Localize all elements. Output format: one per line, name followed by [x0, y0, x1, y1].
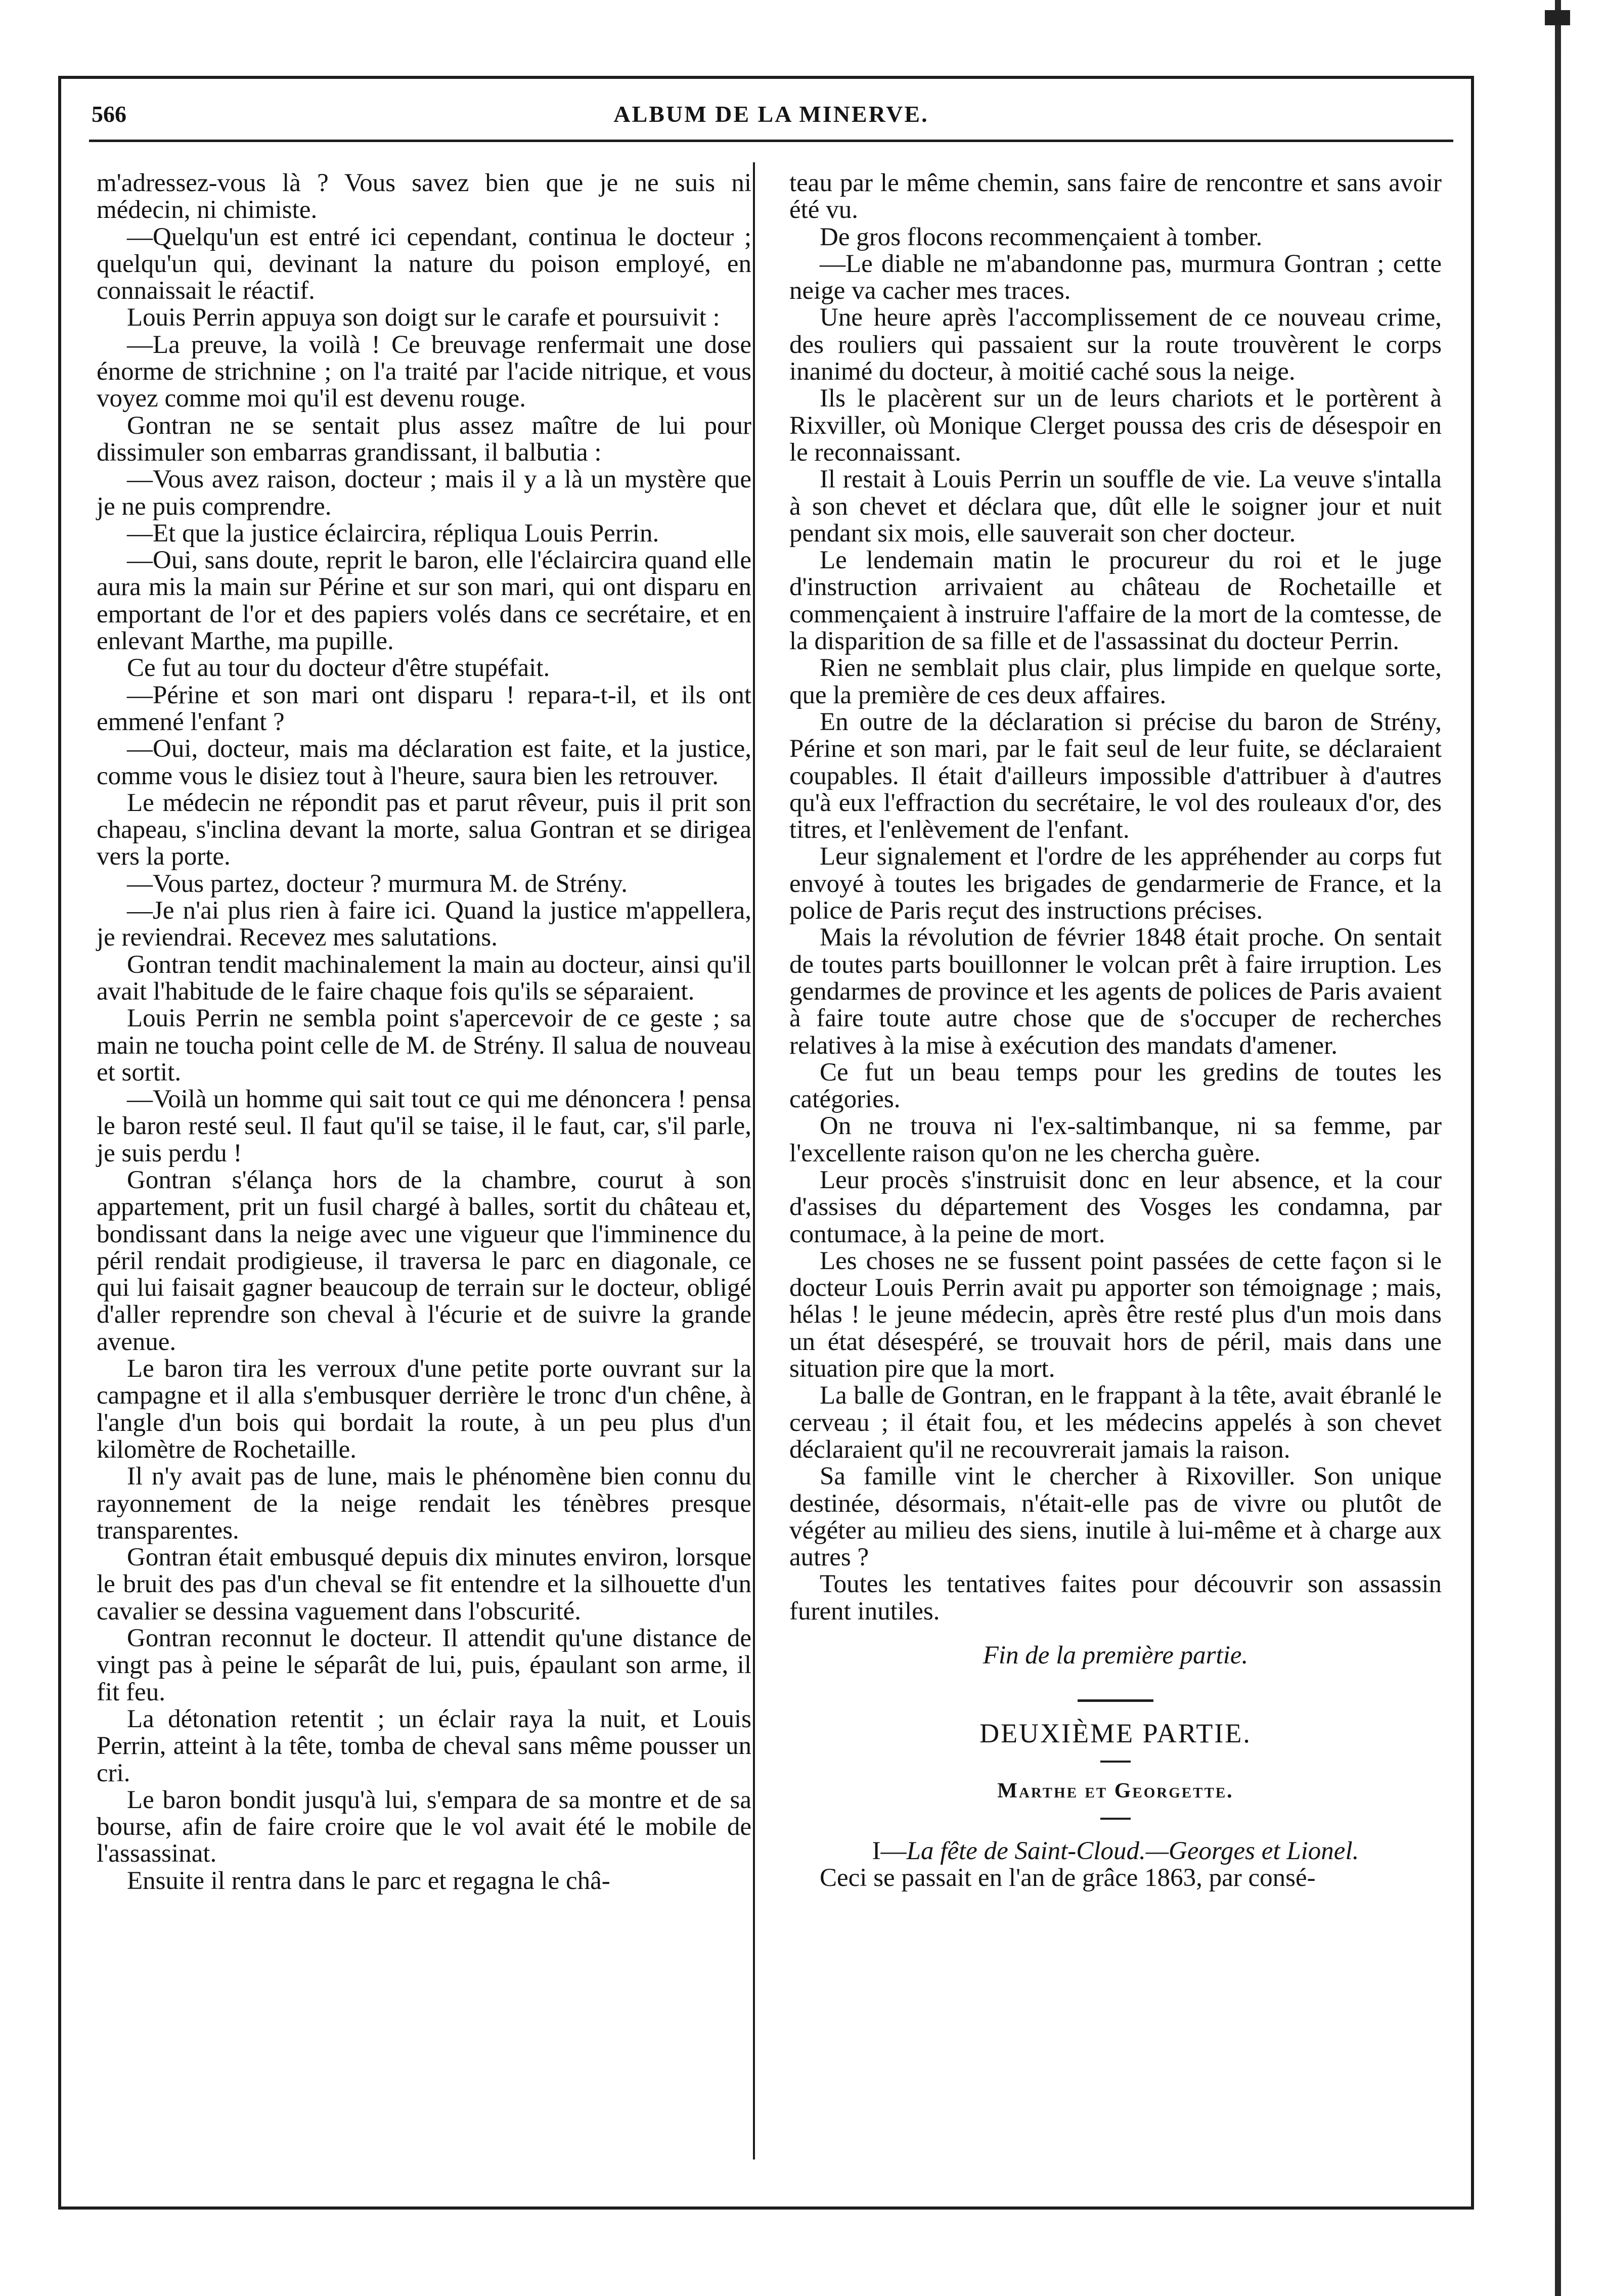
paragraph: —Périne et son mari ont disparu ! repara-t-il, et ils ont emmené l'enfant ? — [97, 681, 751, 736]
paragraph: —Quelqu'un est entré ici cependant, continua le docteur ; quelqu'un qui, devinant la nature du poison employé, en connaissait le réactif. — [97, 222, 751, 305]
paragraph: Gontran reconnut le docteur. Il attendit qu'une distance de vingt pas à peine le séparât de lui, puis, épaulant son arme, il fit feu. — [97, 1624, 751, 1706]
paragraph: Il restait à Louis Perrin un souffle de vie. La veuve s'intalla à son chevet et déclara que, dût elle le soigner jour et nuit pendant six mois, elle sauverait son cher docteur. — [789, 465, 1442, 548]
paragraph: —Je n'ai plus rien à faire ici. Quand la justice m'appellera, je reviendrai. Recevez mes salutations. — [97, 896, 751, 952]
paragraph: Le baron bondit jusqu'à lui, s'empara de sa montre et de sa bourse, afin de faire croire que le vol avait été le mobile de l'assassinat. — [97, 1785, 751, 1868]
paragraph: Mais la révolution de février 1848 était proche. On sentait de toutes parts bouillonner le volcan prêt à faire irruption. Les gendarmes de province et les agents de polices de Paris avaient à faire toute autre chose que de s'occuper de recherches relatives à la mise à exécution des mandats d'amener. — [789, 923, 1442, 1060]
paragraph: Sa famille vint le chercher à Rixoviller. Son unique destinée, désormais, n'était-elle pas de vivre ou plutôt de végéter au milieu des siens, inutile à lui-même et à charge aux autres ? — [789, 1462, 1442, 1572]
left-column — [97, 170, 751, 1895]
paragraph: En outre de la déclaration si précise du baron de Strény, Périne et son mari, par le fait seul de leur fuite, se déclaraient coupables. Il était d'ailleurs impossible d'attribuer à d'autres qu'à eux l'effraction du secrétaire, le vol des rouleaux d'or, des titres, et l'enlèvement de l'enfant. — [789, 707, 1442, 844]
paragraph: On ne trouva ni l'ex-saltimbanque, ni sa femme, par l'excellente raison qu'on ne les chercha guère. — [789, 1112, 1442, 1167]
paragraph: —Voilà un homme qui sait tout ce qui me dénoncera ! pensa le baron resté seul. Il faut qu'il se taise, il le faut, car, s'il parle, je suis perdu ! — [97, 1085, 751, 1167]
paragraph: Ils le placèrent sur un de leurs chariots et le portèrent à Rixviller, où Monique Clerget poussa des cris de désespoir en le reconnaissant. — [789, 384, 1442, 467]
binding-edge-tick — [1545, 10, 1570, 25]
header-rule — [89, 140, 1453, 142]
end-of-part-note: Fin de la première partie. — [983, 1641, 1248, 1670]
paragraph: Gontran était embusqué depuis dix minutes environ, lorsque le bruit des pas d'un cheval se fit entendre et la silhouette d'un cavalier se dessina vaguement dans l'obscurité. — [97, 1543, 751, 1626]
paragraph: La balle de Gontran, en le frappant à la tête, avait ébranlé le cerveau ; il était fou, et les médecins appelés à son chevet déclaraient qu'il ne recouvrerait jamais la raison. — [789, 1381, 1442, 1464]
section-number: I— — [872, 1836, 907, 1865]
paragraph: —Le diable ne m'abandonne pas, murmura Gontran ; cette neige va cacher mes traces. — [789, 249, 1442, 305]
part-title: DEUXIÈME PARTIE. — [979, 1718, 1252, 1749]
paragraph: —Vous avez raison, docteur ; mais il y a là un mystère que je ne puis comprendre. — [97, 465, 751, 521]
page-frame — [58, 76, 1474, 2210]
paragraph: Leur signalement et l'ordre de les appréhender au corps fut envoyé à toutes les brigades de gendarmerie de France, et la police de Paris reçut des instructions précises. — [789, 842, 1442, 925]
paragraph: Les choses ne se fussent point passées de cette façon si le docteur Louis Perrin avait pu apporter son témoignage ; mais, hélas ! le jeune médecin, après être resté plus d'un mois dans un état désespéré, se trouvait hors de péril, mais dans une situation pire que la mort. — [789, 1246, 1442, 1383]
section-rule — [1078, 1699, 1153, 1702]
paragraph: —La preuve, la voilà ! Ce breuvage renfermait une dose énorme de strichnine ; on l'a traité par l'acide nitrique, et vous voyez comme moi qu'il est devenu rouge. — [97, 330, 751, 413]
paragraph: —Oui, sans doute, reprit le baron, elle l'éclaircira quand elle aura mis la main sur Périne et sur son mari, qui ont disparu en emportant de l'or et des papiers volés dans ce secrétaire, et en enlevant Marthe, ma pupille. — [97, 546, 751, 656]
title-rule — [1100, 1761, 1131, 1763]
paragraph: —Oui, docteur, mais ma déclaration est faite, et la justice, comme vous le disiez tout à l'heure, saura bien les retrouver. — [97, 735, 751, 790]
paragraph: Louis Perrin appuya son doigt sur le carafe et poursuivit : — [127, 303, 720, 332]
paragraph: teau par le même chemin, sans faire de rencontre et sans avoir été vu. — [789, 169, 1442, 224]
paragraph: La détonation retentit ; un éclair raya la nuit, et Louis Perrin, atteint à la tête, tomba de cheval sans même pousser un cri. — [97, 1704, 751, 1787]
paragraph: Ceci se passait en l'an de grâce 1863, par consé- — [820, 1864, 1316, 1893]
paragraph: Le médecin ne répondit pas et parut rêveur, puis il prit son chapeau, s'inclina devant la morte, salua Gontran et se dirigea vers la porte. — [97, 788, 751, 871]
paragraph: De gros flocons recommençaient à tomber. — [820, 222, 1263, 251]
paragraph: Gontran ne se sentait plus assez maître de lui pour dissimuler son embarras grandissant, il balbutia : — [97, 411, 751, 467]
title-rule — [1100, 1818, 1131, 1820]
paragraph: m'adressez-vous là ? Vous savez bien que je ne suis ni médecin, ni chimiste. — [97, 169, 751, 224]
chapter-title: Marthe et Georgette. — [997, 1779, 1234, 1803]
paragraph: Ce fut au tour du docteur d'être stupéfait. — [127, 654, 550, 683]
paragraph: —Vous partez, docteur ? murmura M. de Strény. — [127, 869, 628, 898]
paragraph: Une heure après l'accomplissement de ce nouveau crime, des rouliers qui passaient sur la route trouvèrent le corps inanimé du docteur, à moitié caché sous la neige. — [789, 303, 1442, 386]
paragraph: Gontran tendit machinalement la main au docteur, ainsi qu'il avait l'habitude de le faire chaque fois qu'ils se séparaient. — [97, 950, 751, 1006]
paragraph: Il n'y avait pas de lune, mais le phénomène bien connu du rayonnement de la neige rendait les ténèbres presque transparentes. — [97, 1462, 751, 1545]
page-header — [92, 94, 1451, 134]
paragraph: Toutes les tentatives faites pour découvrir son assassin furent inutiles. — [789, 1570, 1442, 1626]
right-column — [789, 170, 1442, 1892]
page-number: 566 — [92, 101, 126, 127]
section-heading — [789, 1838, 1442, 1865]
binding-edge-mark — [1555, 0, 1561, 2296]
section-title: La fête de Saint-Cloud.—Georges et Lionel. — [906, 1836, 1359, 1865]
paragraph: —Et que la justice éclaircira, répliqua Louis Perrin. — [127, 519, 659, 548]
paragraph: Louis Perrin ne sembla point s'apercevoir de ce geste ; sa main ne toucha point celle de M. de Strény. Il salua de nouveau et sortit. — [97, 1004, 751, 1087]
paragraph: Le baron tira les verroux d'une petite porte ouvrant sur la campagne et il alla s'embusquer derrière le tronc d'un chêne, à l'angle d'un bois qui bordait la route, à un peu plus d'un kilomètre de Rochetaille. — [97, 1355, 751, 1464]
paragraph: Leur procès s'instruisit donc en leur absence, et la cour d'assises du département des Vosges les condamna, par contumace, à la peine de mort. — [789, 1165, 1442, 1248]
column-divider — [753, 162, 755, 2159]
paragraph: Le lendemain matin le procureur du roi et le juge d'instruction arrivaient au château de Rochetaille et commençaient à instruire l'affaire de la mort de la comtesse, de la disparition de sa fille et de l'assassinat du docteur Perrin. — [789, 546, 1442, 656]
paragraph: Gontran s'élança hors de la chambre, courut à son appartement, prit un fusil chargé à balles, sortit du château et, bondissant dans la neige avec une vigueur que l'imminence du péril rendait prodigieuse, il traversa le parc en diagonale, ce qui lui faisait gagner beaucoup de terrain sur le docteur, obligé d'aller reprendre son cheval à l'écurie et de suivre la grande avenue. — [97, 1165, 751, 1356]
running-title: ALBUM DE LA MINERVE. — [613, 101, 929, 127]
paragraph: Ce fut un beau temps pour les gredins de toutes les catégories. — [789, 1058, 1442, 1114]
paragraph: Ensuite il rentra dans le parc et regagna le châ- — [127, 1866, 610, 1895]
paragraph: Rien ne semblait plus clair, plus limpide en quelque sorte, que la première de ces deux affaires. — [789, 654, 1442, 709]
